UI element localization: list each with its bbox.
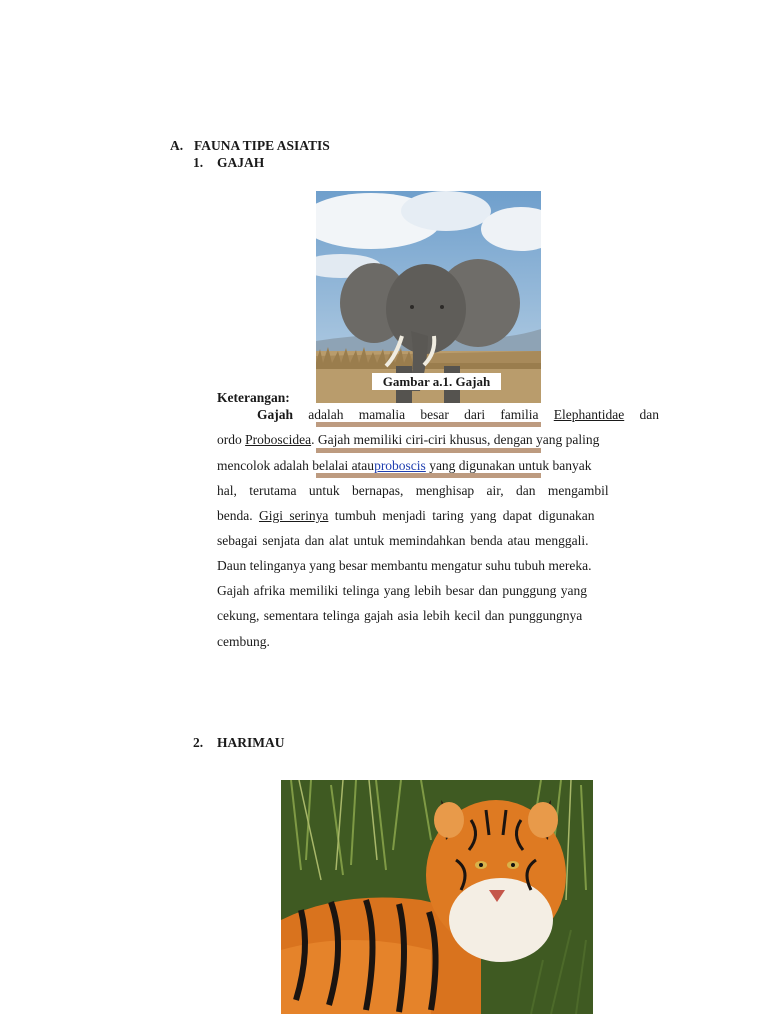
word: mamalia xyxy=(358,407,406,422)
section-heading xyxy=(170,138,330,154)
word: dari xyxy=(464,407,486,422)
section-title: FAUNA TIPE ASIATIS xyxy=(194,138,330,153)
word: adalah xyxy=(308,407,344,422)
animal1-heading xyxy=(193,155,264,171)
line-text: yang digunakan untuk banyak xyxy=(425,458,592,473)
paragraph-line-2 xyxy=(217,432,659,448)
word: dan xyxy=(639,407,659,422)
section-letter: A. xyxy=(170,138,184,153)
line-text: mencolok adalah belalai atau xyxy=(217,458,375,473)
paragraph-line-9: cekung, sementara telinga gajah asia lebih kecil dan punggungnya xyxy=(217,608,583,623)
animal2-name: HARIMAU xyxy=(217,735,285,750)
word: familia xyxy=(500,407,539,422)
paragraph-line-5 xyxy=(217,508,659,524)
paragraph-line-6: sebagai senjata dan alat untuk memindahkan benda atau menggali. xyxy=(217,533,589,548)
line-text: . Gajah memiliki ciri-ciri khusus, dengan yang paling xyxy=(311,432,600,447)
animal2-number: 2. xyxy=(193,735,204,750)
image-strip xyxy=(316,448,541,453)
tiger-image xyxy=(281,780,593,1014)
elephant-caption: Gambar a.1. Gajah xyxy=(372,373,501,390)
gigi-serinya-link[interactable]: Gigi serinya xyxy=(258,508,329,523)
keterangan-label: Keterangan: xyxy=(217,390,290,405)
paragraph-line-7: Daun telinganya yang besar membantu mengatur suhu tubuh mereka. xyxy=(217,558,592,573)
paragraph-line-4: hal, terutama untuk bernapas, menghisap air, dan mengambil xyxy=(217,483,609,498)
animal2-heading xyxy=(193,735,285,751)
animal1-number: 1. xyxy=(193,155,204,170)
word: besar xyxy=(420,407,449,422)
line-text: ordo xyxy=(217,432,242,447)
line-text: benda. xyxy=(217,508,253,523)
elephantidae-link[interactable]: Elephantidae xyxy=(553,407,625,422)
animal1-name: GAJAH xyxy=(217,155,265,170)
gajah-bold: Gajah xyxy=(257,407,294,422)
elephant-image xyxy=(316,191,541,403)
paragraph-line-8: Gajah afrika memiliki telinga yang lebih besar dan punggung yang xyxy=(217,583,588,598)
proboscidea-link[interactable]: Proboscidea xyxy=(245,432,312,447)
paragraph-line-10: cembung. xyxy=(217,634,270,649)
proboscis-link[interactable]: proboscis xyxy=(374,458,426,473)
paragraph-line-3 xyxy=(217,458,659,474)
paragraph-line-1 xyxy=(257,407,659,423)
line-text: tumbuh menjadi taring yang dapat digunakan xyxy=(334,508,595,523)
